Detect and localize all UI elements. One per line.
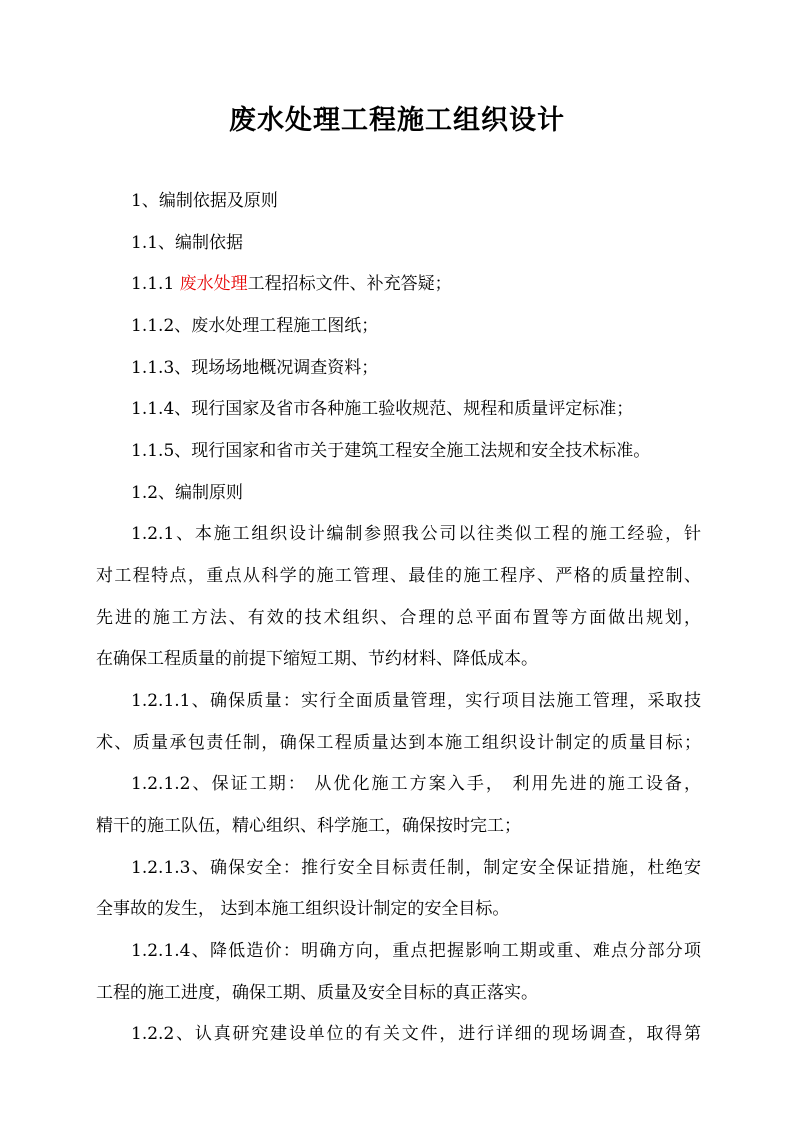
item-1-1-2: 1.1.2、废水处理工程施工图纸；	[131, 316, 379, 336]
paragraph-line: 精干的施工队伍，精心组织、科学施工，确保按时完工；	[96, 816, 521, 836]
item-1-1-1-prefix: 1.1.1	[131, 274, 180, 294]
paragraph-line: 1.2.1.3、确保安全：推行安全目标责任制，制定安全保证措施，杜绝安	[131, 858, 701, 878]
paragraph-line: 1.2.1.2、保证工期： 从优化施工方案入手， 利用先进的施工设备，	[131, 774, 701, 794]
paragraph-line: 1.2.1、本施工组织设计编制参照我公司以往类似工程的施工经验，针	[131, 524, 701, 544]
item-1-1-1-rest: 工程招标文件、补充答疑；	[247, 274, 452, 294]
item-1-1-1	[131, 273, 452, 295]
paragraph-line: 工程的施工进度，确保工期、质量及安全目标的真正落实。	[96, 983, 538, 1003]
paragraph-line: 先进的施工方法、有效的技术组织、合理的总平面布置等方面做出规划，	[96, 608, 701, 628]
paragraph-line: 术、质量承包责任制，确保工程质量达到本施工组织设计制定的质量目标；	[96, 733, 701, 753]
paragraph-line: 1.2.1.4、降低造价：明确方向，重点把握影响工期或重、难点分部分项	[131, 941, 701, 961]
paragraph-line: 1.2.2、认真研究建设单位的有关文件，进行详细的现场调查，取得第	[131, 1024, 701, 1044]
paragraph-line: 全事故的发生， 达到本施工组织设计制定的安全目标。	[96, 899, 510, 919]
paragraph-line: 1.2.1.1、确保质量：实行全面质量管理，实行项目法施工管理，采取技	[131, 691, 701, 711]
paragraph-line: 在确保工程质量的前提下缩短工期、节约材料、降低成本。	[96, 649, 538, 669]
heading-1: 1、编制依据及原则	[131, 191, 278, 211]
heading-1-2: 1.2、编制原则	[131, 483, 244, 503]
heading-1-1: 1.1、编制依据	[131, 233, 244, 253]
highlighted-text: 废水处理	[179, 274, 248, 294]
item-1-1-4: 1.1.4、现行国家及省市各种施工验收规范、规程和质量评定标准；	[131, 399, 634, 419]
item-1-1-3: 1.1.3、现场场地概况调查资料；	[131, 358, 379, 378]
document-title: 废水处理工程施工组织设计	[229, 105, 565, 136]
paragraph-line: 对工程特点，重点从科学的施工管理、最佳的施工程序、严格的质量控制、	[96, 566, 701, 586]
item-1-1-5: 1.1.5、现行国家和省市关于建筑工程安全施工法规和安全技术标准。	[131, 441, 651, 461]
